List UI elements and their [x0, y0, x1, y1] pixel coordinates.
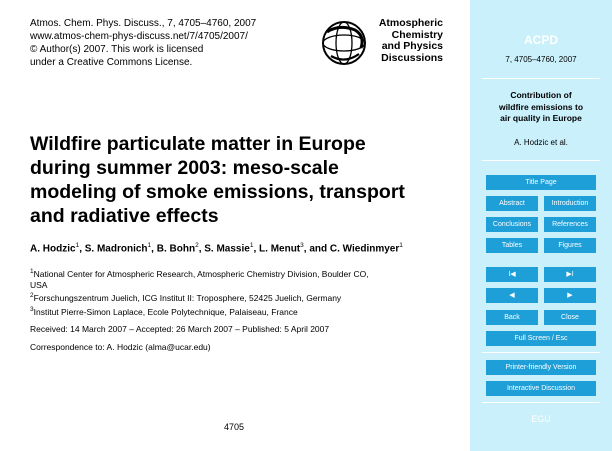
logo-line-2: Chemistry [391, 28, 443, 41]
title-line-2: during summer 2003: meso-scale [30, 157, 339, 179]
affiliation-text: Forschungszentrum Juelich, ICG Institut II: Troposphere, 52425 Juelich, Germany [33, 292, 342, 303]
logo-line-4: Discussions [381, 51, 443, 64]
divider [482, 352, 600, 353]
references-button[interactable]: References [544, 217, 596, 232]
author-name: C. Wiedinmyer [329, 243, 400, 255]
full-screen-button[interactable]: Full Screen / Esc [486, 331, 596, 346]
author-affiliation-mark: 3 [300, 242, 304, 249]
next-page-button[interactable]: ▶ [544, 288, 596, 303]
publication-dates: Received: 14 March 2007 – Accepted: 26 March 2007 – Published: 5 April 2007 [30, 324, 330, 334]
divider [482, 160, 600, 161]
copyright-line: © Author(s) 2007. This work is licensed [30, 44, 204, 55]
running-title-line-1: Contribution of [510, 90, 572, 100]
author-name: S. Madronich [84, 243, 148, 255]
previous-page-button[interactable]: ◀ [486, 288, 538, 303]
last-page-button[interactable]: ▶I [544, 267, 596, 282]
journal-abbrev: ACPD [523, 33, 558, 47]
citation-line: Atmos. Chem. Phys. Discuss., 7, 4705–4760, 2007 [30, 18, 257, 29]
divider [482, 78, 600, 79]
author-affiliation-mark: 2 [195, 242, 199, 249]
logo-wordmark [379, 18, 443, 64]
affiliation-number: 3 [30, 306, 34, 313]
running-title-line-2: wildfire emissions to [498, 101, 584, 112]
affiliation-continuation: USA [30, 279, 48, 290]
title-line-4: and radiative effects [30, 205, 219, 227]
author-affiliation-mark: 1 [249, 242, 254, 249]
author-affiliation-mark: 1 [399, 242, 403, 249]
logo-line-1: Atmospheric [378, 17, 443, 29]
affiliation-number: 1 [30, 268, 34, 275]
running-title [470, 90, 612, 125]
title-line-1: Wildfire particulate matter in Europe [30, 133, 366, 155]
globe-logo-icon [319, 18, 369, 68]
page-number: 4705 [224, 422, 245, 432]
tables-button[interactable]: Tables [486, 238, 538, 253]
author-name: B. Bohn [156, 243, 196, 255]
abstract-button[interactable]: Abstract [486, 196, 538, 211]
affiliation-1 [30, 266, 440, 291]
journal-url[interactable]: www.atmos-chem-phys-discuss.net/7/4705/2007/ [30, 31, 248, 42]
running-title-line-3: air quality in Europe [500, 113, 582, 123]
logo-line-3: and Physics [381, 40, 443, 52]
author-name: S. Massie [204, 243, 250, 255]
author-list: A. Hodzic$^1$, S. Madronich$^1$, B. Bohn$^2$, S. Massie$^1$, L. Menut$^3$, and C. Wiedinmyer$^1$ [30, 242, 403, 255]
running-author: A. Hodzic et al. [514, 138, 568, 147]
author-name: A. Hodzic [30, 243, 76, 255]
author-affiliation-mark: 1 [147, 242, 152, 249]
volume-reference: 7, 4705–4760, 2007 [505, 55, 577, 64]
license-line: under a Creative Commons License. [30, 57, 193, 68]
affiliation-2 [30, 290, 440, 304]
divider [482, 402, 600, 403]
navigation-sidebar [470, 0, 612, 451]
close-button[interactable]: Close [544, 310, 596, 325]
affiliation-text: National Center for Atmospheric Research, Atmospheric Chemistry Division, Boulder CO, [33, 268, 369, 279]
title-line-3: modeling of smoke emissions, transport [30, 181, 405, 203]
printer-friendly-button[interactable]: Printer-friendly Version [486, 360, 596, 375]
first-page-button[interactable]: I◀ [486, 267, 538, 282]
figures-button[interactable]: Figures [544, 238, 596, 253]
paper-title [30, 132, 440, 228]
affiliation-text: Institut Pierre-Simon Laplace, Ecole Polytechnique, Palaiseau, France [33, 306, 298, 317]
author-affiliation-mark: 1 [75, 242, 80, 249]
journal-logo [319, 18, 443, 68]
affiliation-number: 2 [30, 292, 34, 299]
correspondence: Correspondence to: A. Hodzic (alma@ucar.edu) [30, 342, 211, 352]
journal-header [30, 17, 256, 69]
introduction-button[interactable]: Introduction [544, 196, 596, 211]
title-page-button[interactable]: Title Page [486, 175, 596, 190]
author-name: L. Menut [259, 243, 301, 255]
back-button[interactable]: Back [486, 310, 538, 325]
affiliation-3 [30, 304, 440, 318]
conclusions-button[interactable]: Conclusions [486, 217, 538, 232]
interactive-discussion-button[interactable]: Interactive Discussion [486, 381, 596, 396]
egu-label: EGU [531, 414, 551, 424]
